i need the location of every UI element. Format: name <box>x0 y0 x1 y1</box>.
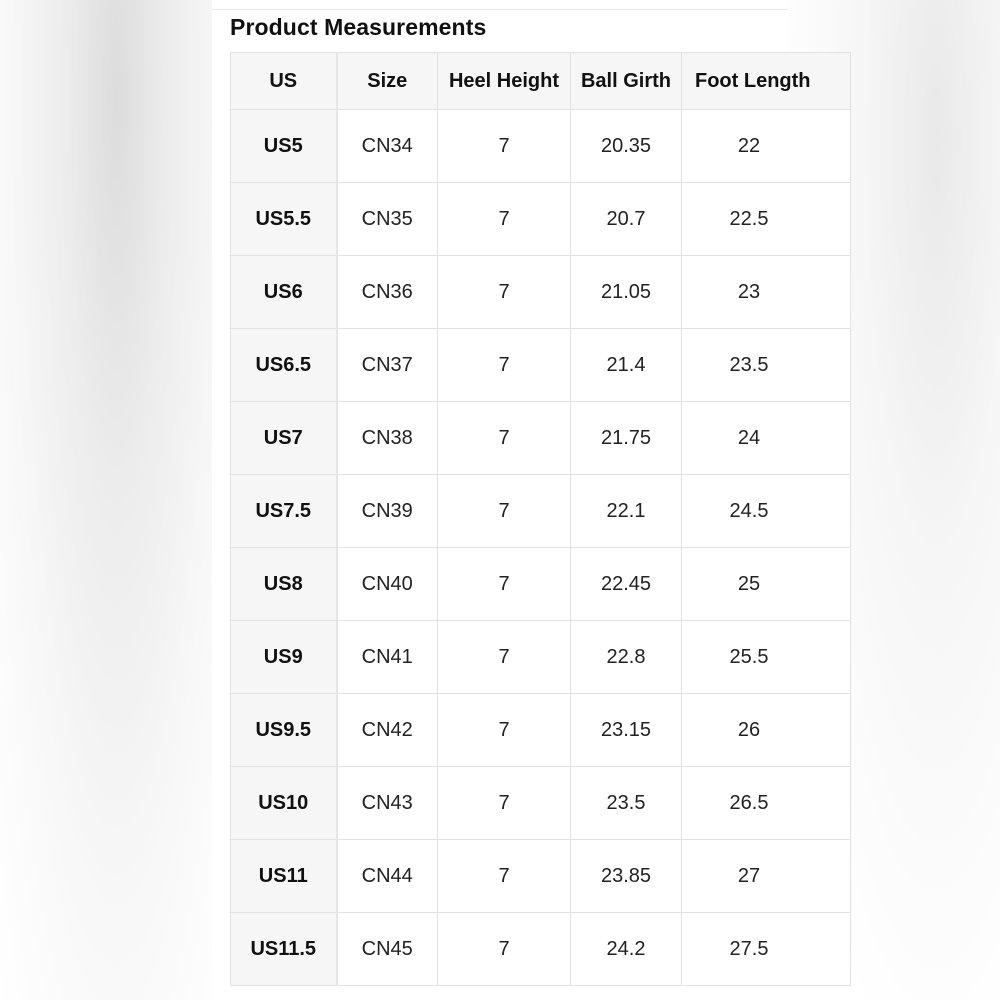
foot-length-value: 24 <box>737 426 761 449</box>
table-row <box>231 402 851 475</box>
foot-length-value: 22 <box>737 134 761 157</box>
ball-girth-cell: 23.5 <box>571 767 682 840</box>
us-cell: US7 <box>231 402 337 475</box>
table-row <box>231 913 851 986</box>
column-header-size: Size <box>337 53 438 110</box>
foot-length-cell <box>682 183 851 256</box>
column-header-ball-girth: Ball Girth <box>571 53 682 110</box>
ball-girth-cell: 20.35 <box>571 110 682 183</box>
heel-height-cell: 7 <box>438 110 571 183</box>
foot-length-value: 25.5 <box>729 645 769 668</box>
us-cell: US6 <box>231 256 337 329</box>
table-row <box>231 548 851 621</box>
us-cell: US6.5 <box>231 329 337 402</box>
size-cell: CN44 <box>337 840 438 913</box>
size-cell: CN34 <box>337 110 438 183</box>
heel-height-cell: 7 <box>438 548 571 621</box>
ball-girth-cell: 21.75 <box>571 402 682 475</box>
size-cell: CN45 <box>337 913 438 986</box>
ball-girth-cell: 23.85 <box>571 840 682 913</box>
ball-girth-cell: 23.15 <box>571 694 682 767</box>
table-row <box>231 840 851 913</box>
us-cell: US7.5 <box>231 475 337 548</box>
ball-girth-cell: 22.8 <box>571 621 682 694</box>
measurements-table <box>230 52 851 986</box>
table-row <box>231 767 851 840</box>
table-row <box>231 110 851 183</box>
foot-length-cell <box>682 767 851 840</box>
size-cell: CN40 <box>337 548 438 621</box>
heel-height-cell: 7 <box>438 913 571 986</box>
heel-height-cell: 7 <box>438 329 571 402</box>
size-cell: CN43 <box>337 767 438 840</box>
foot-length-value: 23.5 <box>729 353 769 376</box>
heel-height-cell: 7 <box>438 256 571 329</box>
us-cell: US9.5 <box>231 694 337 767</box>
heel-height-cell: 7 <box>438 475 571 548</box>
measurements-table-scroll[interactable] <box>230 52 811 997</box>
foot-length-cell <box>682 694 851 767</box>
ball-girth-cell: 22.1 <box>571 475 682 548</box>
foot-length-cell <box>682 475 851 548</box>
us-cell: US8 <box>231 548 337 621</box>
ball-girth-cell: 21.4 <box>571 329 682 402</box>
ball-girth-cell: 20.7 <box>571 183 682 256</box>
ball-girth-cell: 21.05 <box>571 256 682 329</box>
column-header-us: US <box>231 53 337 110</box>
foot-length-value: 27.5 <box>729 937 769 960</box>
foot-length-cell <box>682 329 851 402</box>
heel-height-cell: 7 <box>438 694 571 767</box>
foot-length-value: 26.5 <box>729 791 769 814</box>
foot-length-value: 25 <box>737 572 761 595</box>
table-row <box>231 621 851 694</box>
ball-girth-cell: 24.2 <box>571 913 682 986</box>
heel-height-cell: 7 <box>438 402 571 475</box>
size-cell: CN37 <box>337 329 438 402</box>
foot-length-value: 26 <box>737 718 761 741</box>
size-cell: CN42 <box>337 694 438 767</box>
size-cell: CN39 <box>337 475 438 548</box>
foot-length-value: 27 <box>737 864 761 887</box>
section-title: Product Measurements <box>230 14 487 40</box>
column-header-heel-height: Heel Height <box>438 53 571 110</box>
column-header-foot-length: Foot Length <box>682 53 851 110</box>
us-cell: US5 <box>231 110 337 183</box>
us-cell: US11 <box>231 840 337 913</box>
foot-length-value: 22.5 <box>729 207 769 230</box>
table-row <box>231 475 851 548</box>
heel-height-cell: 7 <box>438 621 571 694</box>
us-cell: US9 <box>231 621 337 694</box>
size-cell: CN38 <box>337 402 438 475</box>
foot-length-value: 23 <box>737 280 761 303</box>
size-cell: CN36 <box>337 256 438 329</box>
us-cell: US5.5 <box>231 183 337 256</box>
foot-length-cell <box>682 256 851 329</box>
table-row <box>231 183 851 256</box>
content-panel <box>212 0 811 1000</box>
foot-length-cell <box>682 840 851 913</box>
table-row <box>231 329 851 402</box>
us-cell: US10 <box>231 767 337 840</box>
us-cell: US11.5 <box>231 913 337 986</box>
table-row <box>231 694 851 767</box>
heel-height-cell: 7 <box>438 767 571 840</box>
heel-height-cell: 7 <box>438 840 571 913</box>
foot-length-cell <box>682 548 851 621</box>
divider <box>212 9 788 10</box>
foot-length-cell <box>682 402 851 475</box>
ball-girth-cell: 22.45 <box>571 548 682 621</box>
foot-length-cell <box>682 110 851 183</box>
foot-length-cell <box>682 913 851 986</box>
table-header-row <box>231 53 851 110</box>
foot-length-cell <box>682 621 851 694</box>
heel-height-cell: 7 <box>438 183 571 256</box>
table-row <box>231 256 851 329</box>
foot-length-value: 24.5 <box>729 499 769 522</box>
background-left <box>0 0 212 1000</box>
size-cell: CN35 <box>337 183 438 256</box>
size-cell: CN41 <box>337 621 438 694</box>
